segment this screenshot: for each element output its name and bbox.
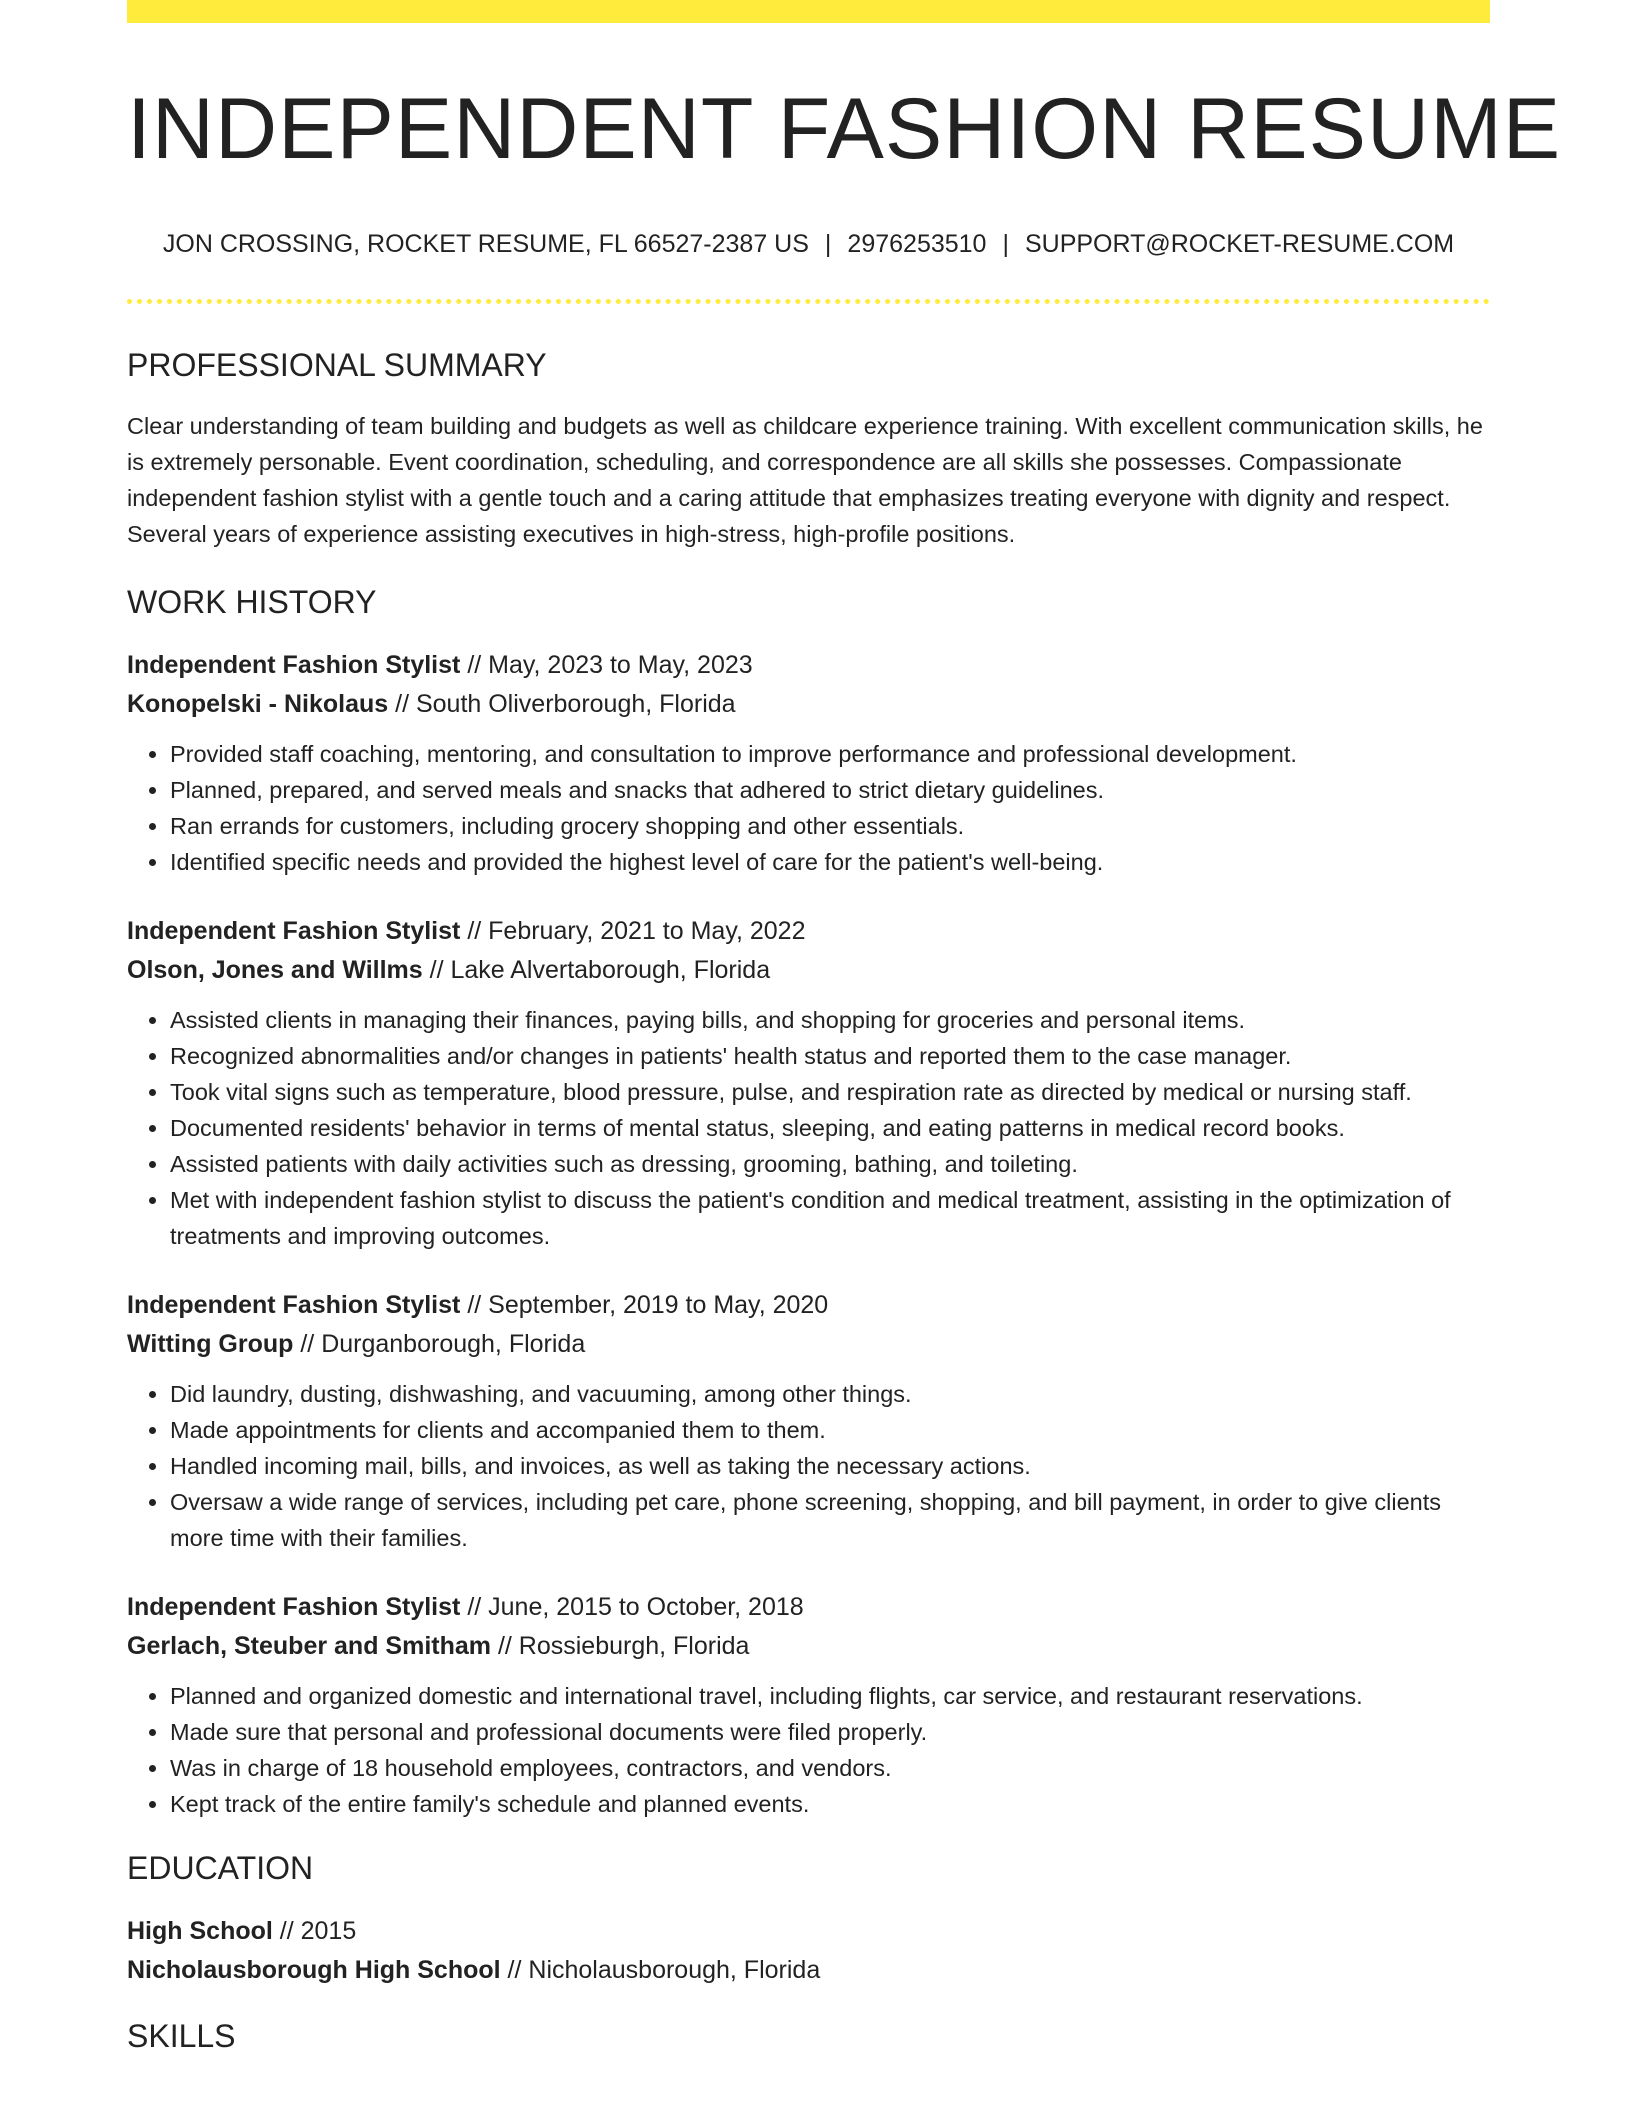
list-item: • Identified specific needs and provided the highest level of care for the patient's well-being. [170, 844, 1490, 880]
contact-separator: | [824, 230, 832, 258]
job-company-line [127, 1627, 1490, 1666]
job-entry [127, 1286, 1490, 1556]
job-entry [127, 912, 1490, 1254]
list-item: • Assisted clients in managing their finances, paying bills, and shopping for groceries and personal items. [170, 1002, 1490, 1038]
list-item: • Did laundry, dusting, dishwashing, and vacuuming, among other things. [170, 1376, 1490, 1412]
job-entry [127, 1588, 1490, 1822]
job-location: // Durganborough, Florida [293, 1330, 586, 1358]
job-dates: // February, 2021 to May, 2022 [460, 917, 806, 945]
job-title: Independent Fashion Stylist [127, 1593, 461, 1621]
education-school: Nicholausborough High School [127, 1956, 501, 1984]
contact-email[interactable]: SUPPORT@ROCKET-RESUME.COM [1024, 230, 1455, 258]
resume-title: INDEPENDENT FASHION RESUME [127, 81, 1562, 177]
education-degree-line [127, 1912, 1490, 1951]
job-entry [127, 646, 1490, 880]
resume-page [127, 0, 1562, 2054]
job-title: Independent Fashion Stylist [127, 1291, 461, 1319]
job-company-line [127, 1325, 1490, 1364]
contact-separator: | [1002, 230, 1009, 258]
job-dates: // September, 2019 to May, 2020 [460, 1291, 829, 1319]
work-history-heading: WORK HISTORY [127, 584, 377, 620]
education-degree: High School [127, 1917, 273, 1945]
contact-phone[interactable]: 2976253510 [847, 230, 987, 258]
summary-heading: PROFESSIONAL SUMMARY [127, 347, 547, 383]
job-bullets [127, 1002, 1490, 1254]
job-company: Witting Group [127, 1330, 294, 1358]
education-entry [127, 1912, 1490, 1990]
dotted-divider [127, 299, 1490, 304]
job-bullets [127, 1678, 1490, 1822]
list-item: • Met with independent fashion stylist to discuss the patient's condition and medical treatment, assisting in the optimization of treatments and improving outcomes. [170, 1182, 1490, 1254]
education-school-line [127, 1951, 1490, 1990]
list-item: • Provided staff coaching, mentoring, and consultation to improve performance and professional development. [170, 736, 1490, 772]
job-dates: // June, 2015 to October, 2018 [460, 1593, 804, 1621]
job-title-line [127, 1588, 1490, 1627]
contact-line [127, 232, 1490, 257]
job-company: Konopelski - Nikolaus [127, 690, 389, 718]
list-item: • Ran errands for customers, including grocery shopping and other essentials. [170, 808, 1490, 844]
list-item: • Oversaw a wide range of services, including pet care, phone screening, shopping, and bill payment, in order to give clients more time with their families. [170, 1484, 1490, 1556]
job-company-line [127, 951, 1490, 990]
job-company: Olson, Jones and Willms [127, 956, 423, 984]
contact-address: JON CROSSING, ROCKET RESUME, FL 66527-2387 US [162, 230, 809, 258]
job-location: // Lake Alvertaborough, Florida [422, 956, 771, 984]
job-bullets [127, 1376, 1490, 1556]
list-item: • Planned and organized domestic and international travel, including flights, car service, and restaurant reservations. [170, 1678, 1490, 1714]
accent-top-bar [127, 0, 1490, 23]
list-item: • Planned, prepared, and served meals and snacks that adhered to strict dietary guidelines. [170, 772, 1490, 808]
job-company-line [127, 685, 1490, 724]
job-title-line [127, 646, 1490, 685]
job-bullets [127, 736, 1490, 880]
work-history-list [127, 646, 1490, 1822]
list-item: • Assisted patients with daily activities such as dressing, grooming, bathing, and toileting. [170, 1146, 1490, 1182]
education-location: // Nicholausborough, Florida [500, 1956, 821, 1984]
education-heading: EDUCATION [127, 1850, 314, 1886]
list-item: • Took vital signs such as temperature, blood pressure, pulse, and respiration rate as directed by medical or nursing staff. [170, 1074, 1490, 1110]
list-item: • Was in charge of 18 household employees, contractors, and vendors. [170, 1750, 1490, 1786]
list-item: • Made appointments for clients and accompanied them to them. [170, 1412, 1490, 1448]
job-title-line [127, 1286, 1490, 1325]
list-item: • Handled incoming mail, bills, and invoices, as well as taking the necessary actions. [170, 1448, 1490, 1484]
skills-heading: SKILLS [127, 2018, 236, 2054]
education-year: // 2015 [272, 1917, 357, 1945]
list-item: • Made sure that personal and professional documents were filed properly. [170, 1714, 1490, 1750]
job-location: // Rossieburgh, Florida [491, 1632, 750, 1660]
job-company: Gerlach, Steuber and Smitham [127, 1632, 491, 1660]
job-title-line [127, 912, 1490, 951]
job-title: Independent Fashion Stylist [127, 651, 461, 679]
job-title: Independent Fashion Stylist [127, 917, 461, 945]
job-dates: // May, 2023 to May, 2023 [460, 651, 753, 679]
job-location: // South Oliverborough, Florida [388, 690, 736, 718]
list-item: • Recognized abnormalities and/or changes in patients' health status and reported them to the case manager. [170, 1038, 1490, 1074]
list-item: • Documented residents' behavior in terms of mental status, sleeping, and eating patterns in medical record books. [170, 1110, 1490, 1146]
list-item: • Kept track of the entire family's schedule and planned events. [170, 1786, 1490, 1822]
summary-text: Clear understanding of team building and budgets as well as childcare experience training. With excellent communication skills, he is extremely personable. Event coordination, scheduling, and correspondence are all skills she possesses. Compassionate independent fashion stylist with a gentle touch and a caring attitude that emphasizes treating everyone with dignity and respect. Several years of experience assisting executives in high-stress, high-profile positions. [127, 413, 1483, 547]
